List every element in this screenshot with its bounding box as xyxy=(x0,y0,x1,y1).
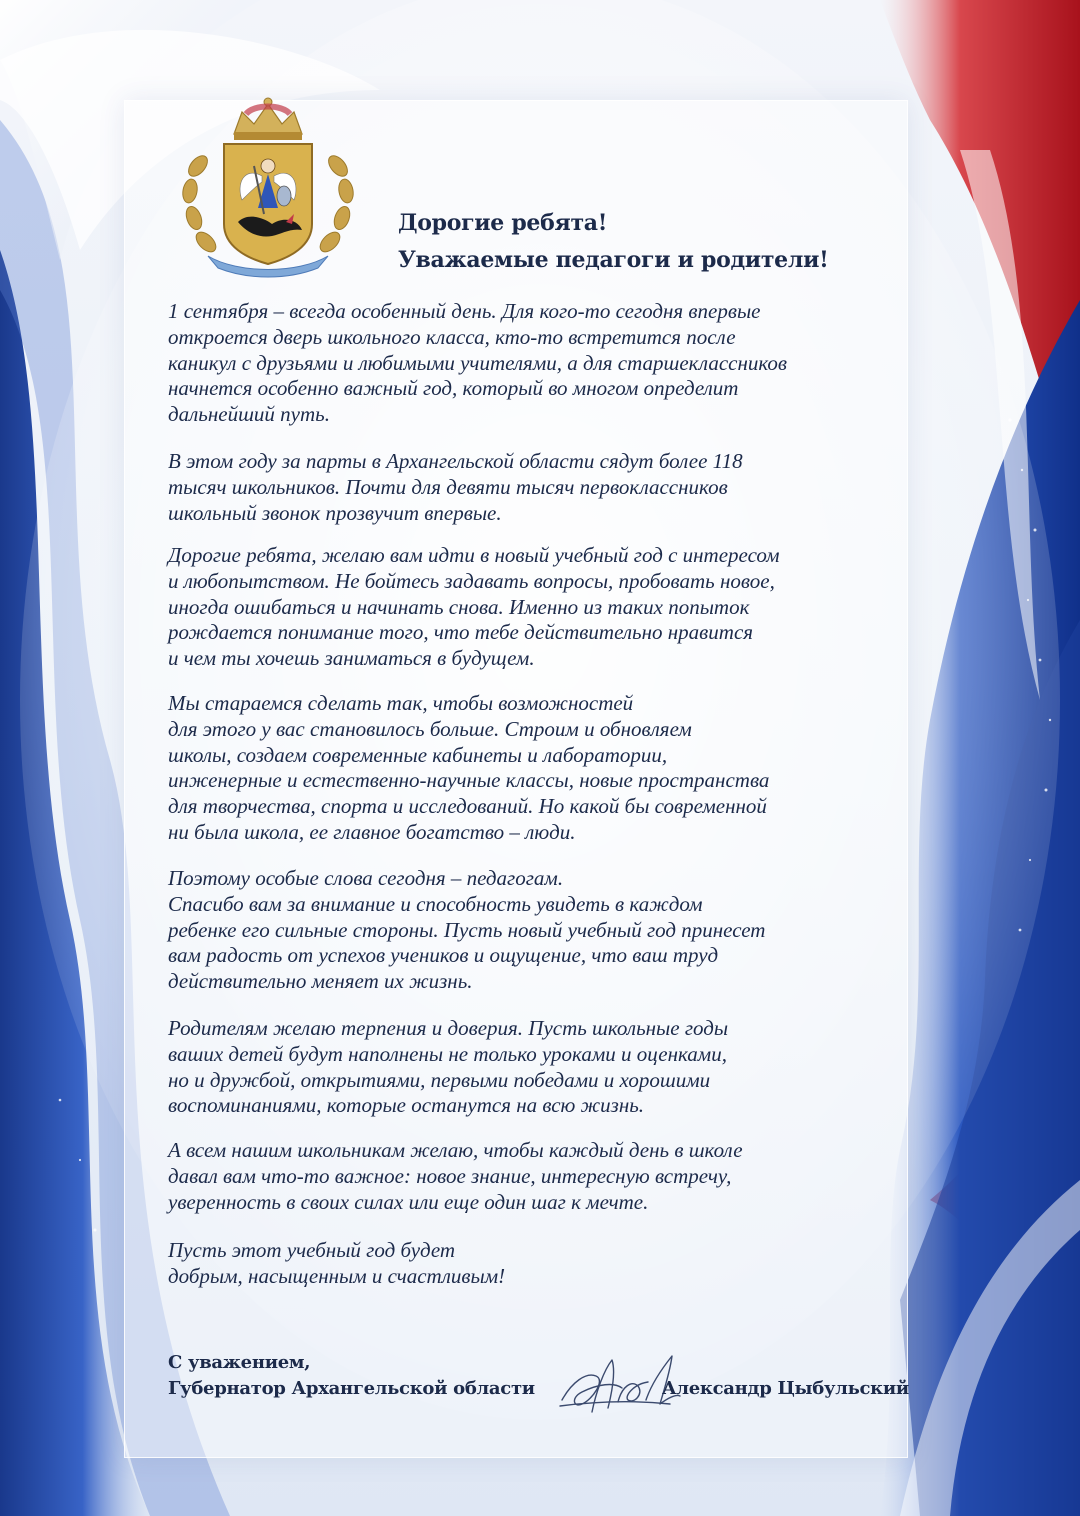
paragraph-line: для этого у вас становилось больше. Строим и обновляем xyxy=(168,716,692,741)
paragraph-line: иногда ошибаться и начинать снова. Именно из таких попыток xyxy=(168,594,750,619)
paragraph-line: добрым, насыщенным и счастливым! xyxy=(168,1263,506,1288)
paragraph-6 xyxy=(168,1016,728,1119)
paragraph-line: каникул с друзьями и любимыми учителями, а для старшеклассников xyxy=(168,350,788,375)
paragraph-line: ни была школа, ее главное богатство – люди. xyxy=(168,819,576,844)
paragraph-line: школы, создаем современные кабинеты и лаборатории, xyxy=(168,742,668,767)
paragraph-8 xyxy=(168,1238,505,1290)
paragraph-line: ваших детей будут наполнены не только уроками и оценками, xyxy=(168,1041,727,1066)
paragraph-line: Мы стараемся сделать так, чтобы возможностей xyxy=(168,691,634,715)
paragraph-line: давал вам что-то важное: новое знание, интересную встречу, xyxy=(168,1163,732,1188)
paragraph-line: откроется дверь школьного класса, кто-то встретится после xyxy=(168,324,736,349)
paragraph-7 xyxy=(168,1138,743,1215)
arkhangelsk-oblast-coat-of-arms-icon xyxy=(168,96,368,280)
paragraph-line: для творчества, спорта и исследований. Но какой бы современной xyxy=(168,794,767,819)
paragraph-line: вам радость от успехов учеников и ощущение, что ваш труд xyxy=(168,943,719,968)
paragraph-line: рождается понимание того, что тебе действительно нравится xyxy=(168,620,754,645)
paragraph-1 xyxy=(168,299,787,428)
signatory-name: Александр Цыбульский xyxy=(662,1378,909,1399)
paragraph-line: Дорогие ребята, желаю вам идти в новый учебный год с интересом xyxy=(168,543,780,567)
paragraph-line: 1 сентября – всегда особенный день. Для кого-то сегодня впервые xyxy=(168,299,761,323)
paragraph-line: В этом году за парты в Архангельской области сядут более 118 xyxy=(168,449,743,473)
paragraph-line: действительно меняет их жизнь. xyxy=(168,969,473,994)
paragraph-4 xyxy=(168,691,769,846)
paragraph-line: начнется особенно важный год, который во многом определит xyxy=(168,376,739,401)
paragraph-line: ребенке его сильные стороны. Пусть новый учебный год принесет xyxy=(168,917,766,942)
paragraph-line: дальнейший путь. xyxy=(168,402,330,427)
paragraph-5 xyxy=(168,866,765,995)
paragraph-line: А всем нашим школьникам желаю, чтобы каждый день в школе xyxy=(168,1138,743,1162)
paragraph-2 xyxy=(168,449,743,526)
paragraph-line: Родителям желаю терпения и доверия. Пусть школьные годы xyxy=(168,1016,729,1040)
paragraph-line: и чем ты хочешь заниматься в будущем. xyxy=(168,646,535,671)
paragraph-line: Спасибо вам за внимание и способность увидеть в каждом xyxy=(168,891,703,916)
signatory-position: Губернатор Архангельской области xyxy=(168,1378,535,1399)
paragraph-line: и любопытством. Не бойтесь задавать вопросы, пробовать новое, xyxy=(168,568,775,593)
paragraph-line: но и дружбой, открытиями, первыми победами и хорошими xyxy=(168,1067,711,1092)
paragraph-line: инженерные и естественно-научные классы, новые пространства xyxy=(168,768,770,793)
paragraph-line: школьный звонок прозвучит впервые. xyxy=(168,500,502,525)
paragraph-line: воспоминаниями, которые останутся на всю жизнь. xyxy=(168,1093,645,1118)
paragraph-line: Поэтому особые слова сегодня – педагогам. xyxy=(168,866,564,890)
closing-text: С уважением, xyxy=(168,1352,311,1373)
greeting-line-1: Дорогие ребята! xyxy=(398,210,608,236)
paragraph-3 xyxy=(168,543,780,672)
greeting-line-2: Уважаемые педагоги и родители! xyxy=(398,247,829,273)
paragraph-line: тысяч школьников. Почти для девяти тысяч первоклассников xyxy=(168,474,728,499)
paragraph-line: Пусть этот учебный год будет xyxy=(168,1238,456,1262)
paragraph-line: уверенность в своих силах или еще один шаг к мечте. xyxy=(168,1189,649,1214)
